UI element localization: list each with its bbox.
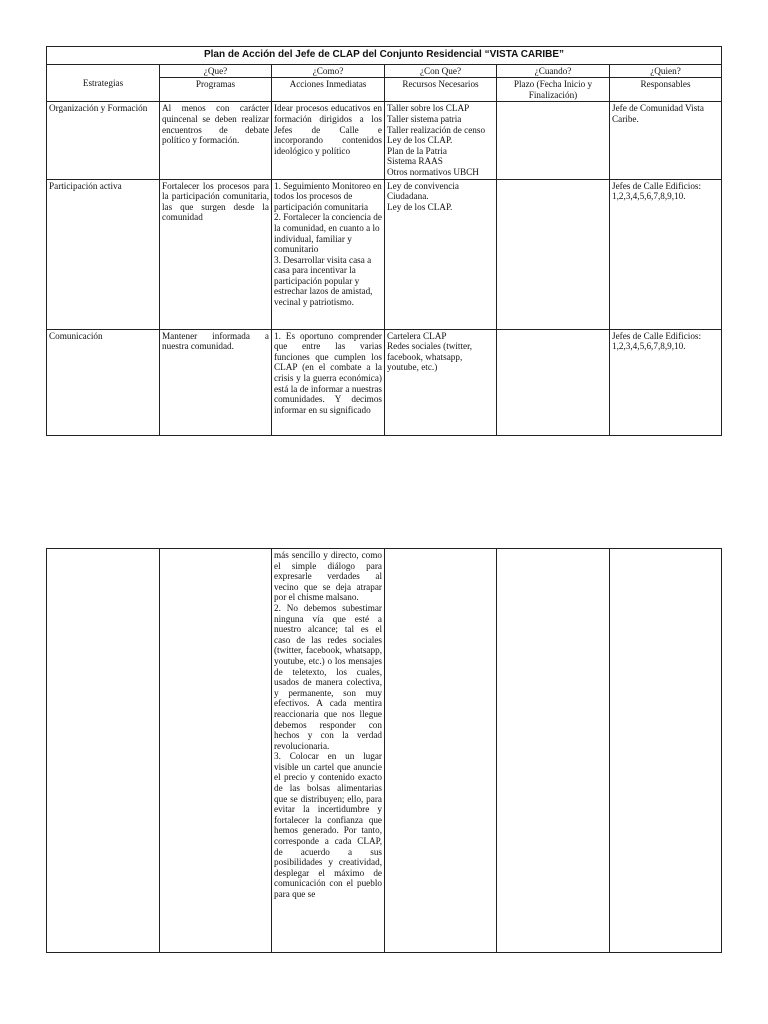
recurso-item: Otros normativos UBCH — [387, 166, 479, 177]
subheader-plazo: Plazo (Fecha Inicio y Finalización) — [497, 78, 610, 102]
cont-plazo — [497, 549, 610, 953]
row-plazo — [497, 179, 610, 329]
recurso-item: Cartelera CLAP — [387, 330, 447, 341]
table-row — [47, 179, 722, 329]
continuation-table — [46, 548, 722, 953]
subheader-programas: Programas — [160, 78, 272, 102]
header-cuando: ¿Cuando? — [497, 64, 610, 78]
cont-programa — [160, 549, 272, 953]
accion-item: 3. Desarrollar visita casa a casa para incentivar la participación popular y estrechar lazos de amistad, vecinal y patriotismo. — [274, 254, 373, 308]
recurso-item: Ley de convivencia Ciudadana. — [387, 180, 459, 202]
recurso-item: Taller realización de censo — [387, 124, 486, 135]
recurso-item: Ley de los CLAP. — [387, 201, 453, 212]
row-recursos — [385, 102, 497, 179]
recurso-item: Plan de la Patria — [387, 145, 447, 156]
table-row — [47, 102, 722, 179]
subheader-acciones: Acciones Inmediatas — [272, 78, 385, 102]
question-row — [47, 64, 722, 78]
action-plan-table — [46, 46, 722, 436]
row-recursos — [385, 329, 497, 435]
table-row — [47, 329, 722, 435]
row-responsables: Jefes de Calle Edificios: 1,2,3,4,5,6,7,8,9,10. — [610, 179, 722, 329]
header-estrategias: Estrategias — [47, 64, 160, 102]
cont-responsables — [610, 549, 722, 953]
row-estrategia: Organización y Formación — [47, 102, 160, 179]
cont-estrategia — [47, 549, 160, 953]
row-acciones: Idear procesos educativos en formación dirigidos a los Jefes de Calle e incorporando contenidos ideológico y político — [272, 102, 385, 179]
row-programa: Fortalecer los procesos para la participación comunitaria, las que surgen desde la comunidad — [160, 179, 272, 329]
subheader-responsables: Responsables — [610, 78, 722, 102]
accion-item: 2. Fortalecer la conciencia de la comunidad, en cuanto a lo individual, familiar y comunitario — [274, 212, 382, 255]
row-responsables: Jefe de Comunidad Vista Caribe. — [610, 102, 722, 179]
row-responsables: Jefes de Calle Edificios: 1,2,3,4,5,6,7,8,9,10. — [610, 329, 722, 435]
row-estrategia: Participación activa — [47, 179, 160, 329]
recurso-item: Sistema RAAS — [387, 156, 443, 167]
recurso-item: Ley de los CLAP. — [387, 135, 453, 146]
row-acciones — [272, 179, 385, 329]
recurso-item: Taller sobre los CLAP — [387, 103, 470, 114]
row-estrategia: Comunicación — [47, 329, 160, 435]
header-quien: ¿Quien? — [610, 64, 722, 78]
cont-recursos — [385, 549, 497, 953]
accion-item: 2. No debemos subestimar ninguna vía que esté a nuestro alcance; tal es el caso de las redes sociales (twitter, facebook, whatsapp, youtube, etc.) o los mensajes de teletexto, los cuales, usados de manera colectiva, y permanente, son muy efectivos. A cada mentira reaccionaria que nos llegue debemos responder con hechos y con la verdad revolucionaria. — [274, 602, 382, 751]
cont-acciones — [272, 549, 385, 953]
header-que: ¿Que? — [160, 64, 272, 78]
table-title: Plan de Acción del Jefe de CLAP del Conjunto Residencial “VISTA CARIBE” — [47, 47, 722, 65]
accion-item: 1. Seguimiento Monitoreo en todos los procesos de participación comunitaria — [274, 180, 382, 212]
recurso-item: Taller sistema patria — [387, 113, 462, 124]
accion-item: más sencillo y directo, como el simple diálogo para expresarle verdades al vecino que se deja atrapar por el chisme malsano. — [274, 550, 382, 603]
row-plazo — [497, 329, 610, 435]
accion-item: 3. Colocar en un lugar visible un cartel que anuncie el precio y contenido exacto de las bolsas alimentarias que se distribuyen; ello, para evitar la incertidumbre y fortalecer la confianza que hemos generado. Por tanto, corresponde a cada CLAP, de acuerdo a sus posibilidades y creatividad, desplegar el máximo de comunicación con el pueblo para que se — [274, 751, 382, 899]
table-row — [47, 549, 722, 953]
title-row — [47, 47, 722, 65]
header-con-que: ¿Con Que? — [385, 64, 497, 78]
header-como: ¿Como? — [272, 64, 385, 78]
row-acciones: 1. Es oportuno comprender que entre las varias funciones que cumplen los CLAP (en el combate a la crisis y la guerra económica) está la de informar a nuestras comunidades. Y decimos informar en su significado — [272, 329, 385, 435]
row-programa: Mantener informada a nuestra comunidad. — [160, 329, 272, 435]
row-programa: Al menos con carácter quincenal se deben realizar encuentros de debate político y formación. — [160, 102, 272, 179]
recurso-item: Redes sociales (twitter, facebook, whatsapp, youtube, etc.) — [387, 341, 473, 373]
subheader-recursos: Recursos Necesarios — [385, 78, 497, 102]
row-plazo — [497, 102, 610, 179]
row-recursos — [385, 179, 497, 329]
